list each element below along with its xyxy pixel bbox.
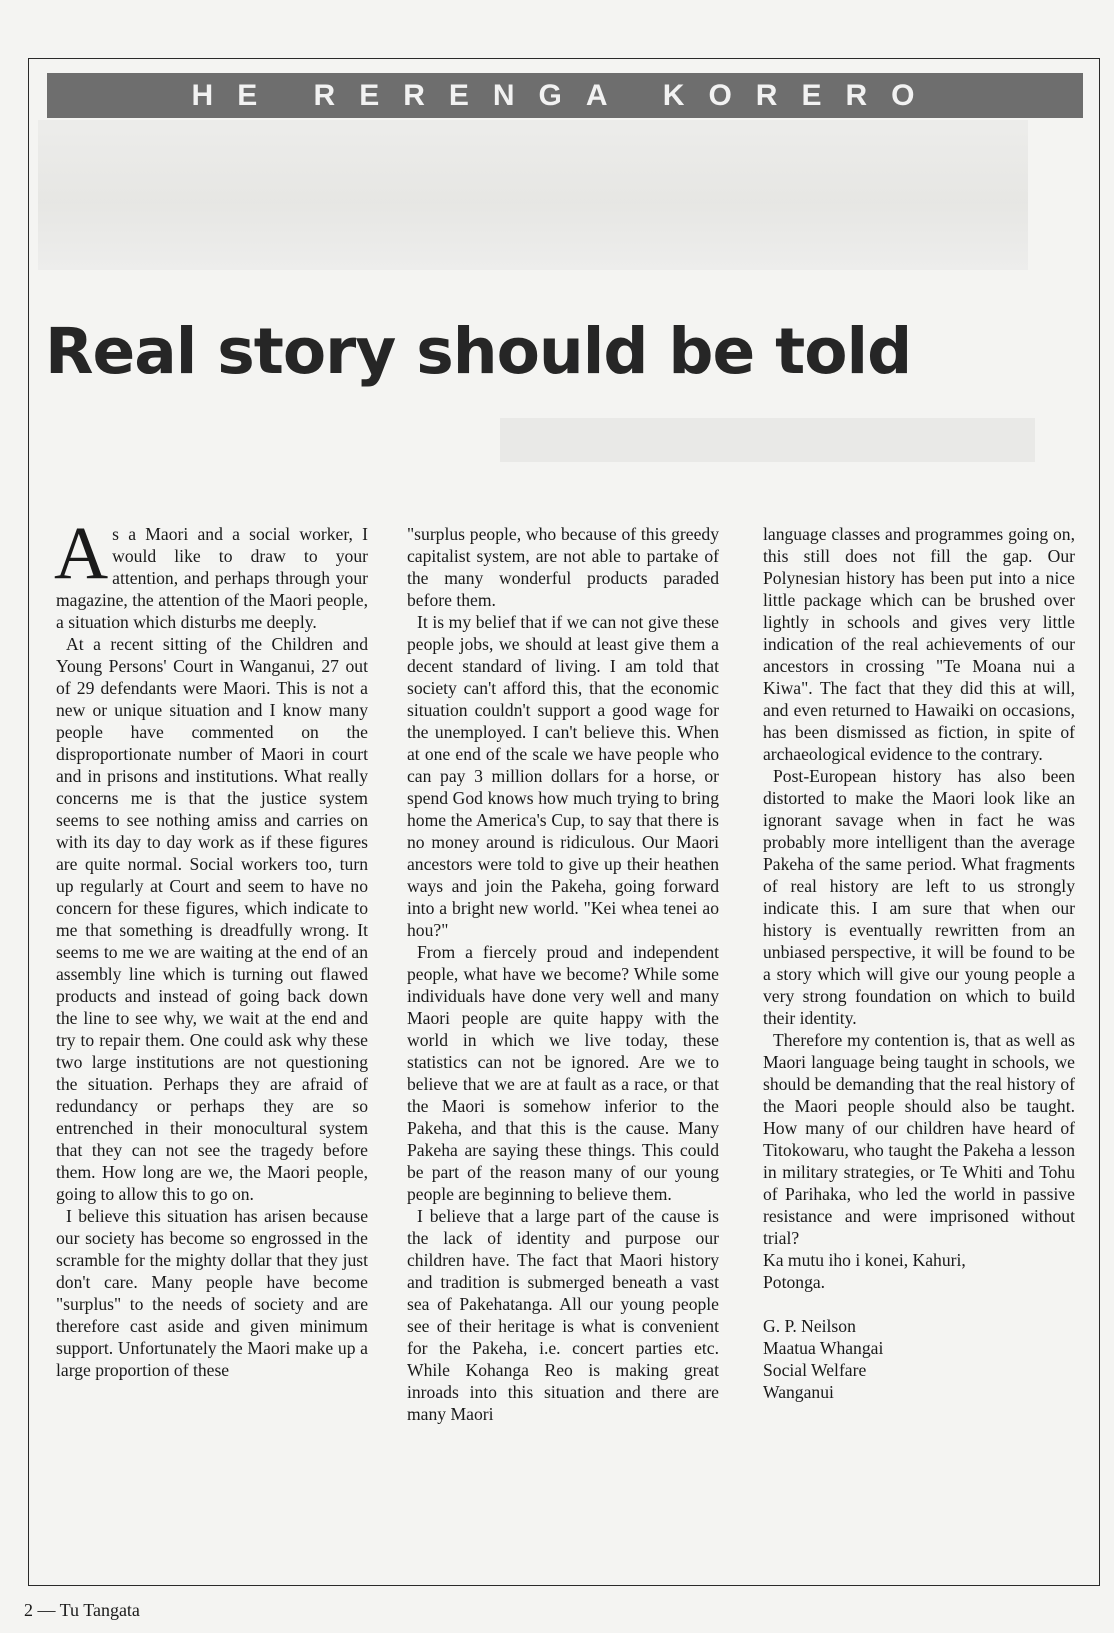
signature-block bbox=[763, 1315, 1075, 1403]
article-headline: Real story should be told bbox=[45, 315, 912, 388]
author-organisation: Maatua Whangai bbox=[763, 1338, 884, 1358]
article-paragraph: Post-European history has also been distorted to make the Maori look like an ignorant savage when in fact he was probably more intelligent than the average Pakeha of the same period. What fragments of real history are left to us strongly indicate this. I am sure that when our history is eventually rewritten from an unbiased perspective, it will be found to be a story which will give our young people a very strong foundation on which to build their identity. bbox=[763, 766, 1075, 1028]
author-location: Wanganui bbox=[763, 1382, 834, 1402]
article-paragraph: From a fiercely proud and independent people, what have we become? While some individuals have done very well and many Maori people are quite happy with the world in which we live today, these statistics can not be ignored. Are we to believe that we are at fault as a race, or that the Maori is somehow inferior to the Pakeha, and that this is the cause. Many Pakeha are saying these things. This could be part of the reason many of our young people are beginning to believe them. bbox=[407, 942, 719, 1204]
drop-cap: A bbox=[54, 512, 109, 595]
show-through-background bbox=[38, 120, 1028, 270]
author-name: G. P. Neilson bbox=[763, 1316, 856, 1336]
article-column-1 bbox=[54, 512, 368, 1381]
page-folio: 2 — Tu Tangata bbox=[24, 1600, 140, 1620]
closing-line: Ka mutu iho i konei, Kahuri, bbox=[763, 1250, 966, 1270]
article-paragraph: Therefore my contention is, that as well as Maori language being taught in schools, we should be demanding that the real history of the Maori people should also be taught. How many of our children have heard of Titokowaru, who taught the Pakeha a lesson in military strategies, or Te Whiti and Tohu of Parihaka, who led the world in passive resistance and were imprisoned without trial? bbox=[763, 1030, 1075, 1248]
article-paragraph: As a Maori and a social worker, I would like to draw to your attention, and perhaps through your magazine, the attention of the Maori people, a situation which disturbs me deeply. bbox=[54, 512, 368, 632]
article-paragraph: I believe this situation has arisen because our society has become so engrossed in the scramble for the mighty dollar that they just don't care. Many people have become "surplus" to the needs of society and are therefore cast aside and given minimum support. Unfortunately the Maori make up a large proportion of these bbox=[56, 1206, 368, 1380]
section-banner-title: HE RERENGA KORERO bbox=[191, 78, 939, 112]
article-paragraph: I believe that a large part of the cause is the lack of identity and purpose our children have. The fact that Maori history and tradition is submerged beneath a vast sea of Pakehatanga. All our young people see of their heritage is what is convenient for the Pakeha, i.e. concert parties etc. While Kohanga Reo is making great inroads into this situation and there are many Maori bbox=[407, 1206, 719, 1424]
section-banner bbox=[47, 73, 1083, 118]
article-paragraph: language classes and programmes going on, this still does not fill the gap. Our Polynesian history has been put into a nice little package which can be brushed over lightly in schools and gives very little indication of the real achievements of our ancestors in crossing "Te Moana nui a Kiwa". The fact that they did this at will, and even returned to Hawaiki on occasions, has been dismissed as fiction, in spite of archaeological evidence to the contrary. bbox=[763, 524, 1075, 764]
show-through-strip bbox=[500, 418, 1035, 462]
article-paragraph: It is my belief that if we can not give these people jobs, we should at least give them a decent standard of living. I am told that society can't afford this, that the economic situation couldn't support a good wage for the unemployed. I can't believe this. When at one end of the scale we have people who can pay 3 million dollars for a horse, or spend God knows how much trying to bring home the America's Cup, to say that there is no money around is ridiculous. Our Maori ancestors were told to give up their heathen ways and join the Pakeha, going forward into a bright new world. "Kei whea tenei ao hou?" bbox=[407, 612, 719, 940]
article-column-3 bbox=[763, 523, 1075, 1403]
article-column-2 bbox=[407, 523, 719, 1425]
article-paragraph: At a recent sitting of the Children and Young Persons' Court in Wanganui, 27 out of 29 defendants were Maori. This is not a new or unique situation and I know many people have commented on the disproportionate number of Maori in court and in prisons and institutions. What really concerns me is that the justice system seems to see nothing amiss and carries on with its day to day work as if these figures are quite normal. Social workers too, turn up regularly at Court and seem to have no concern for these figures, which indicate to me that something is dreadfully wrong. It seems to me we are waiting at the end of an assembly line which is turning out flawed products and instead of going back down the line to see why, we wait at the end and try to repair them. One could ask why these two large institutions are not questioning the situation. Perhaps they are afraid of redundancy or perhaps they are so entrenched in their monocultural system that they can not see the tragedy before them. How long are we, the Maori people, going to allow this to go on. bbox=[56, 634, 368, 1204]
closing-line: Potonga. bbox=[763, 1272, 826, 1292]
author-department: Social Welfare bbox=[763, 1360, 867, 1380]
article-paragraph: "surplus people, who because of this greedy capitalist system, are not able to partake of the many wonderful products paraded before them. bbox=[407, 524, 719, 610]
